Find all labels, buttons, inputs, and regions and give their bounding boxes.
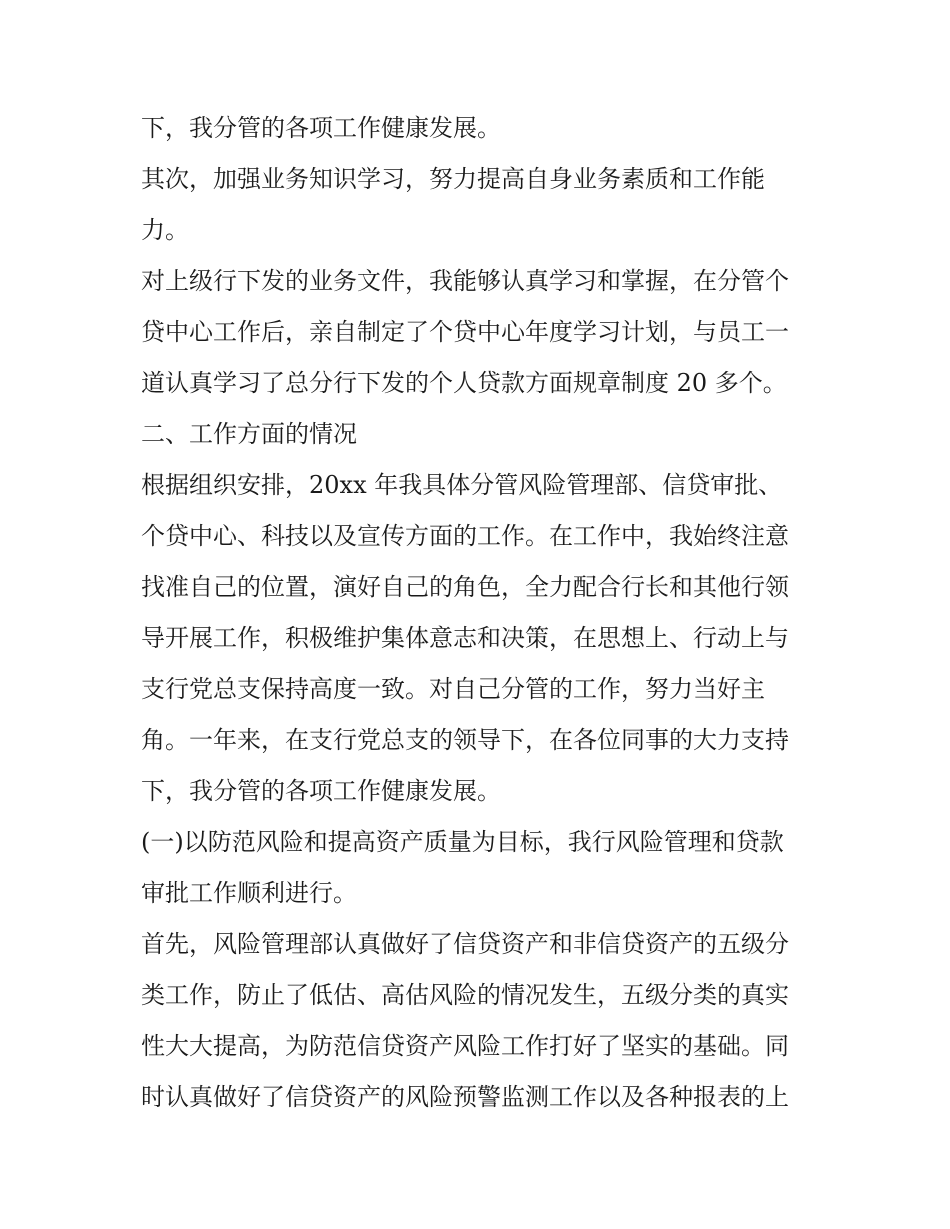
text-line: 下，我分管的各项工作健康发展。 — [141, 114, 501, 142]
text-line: 道认真学习了总分行下发的个人贷款方面规章制度 20 多个。 — [141, 369, 787, 397]
text-line: 首先，风险管理部认真做好了信贷资产和非信贷资产的五级分 — [141, 930, 789, 958]
text-line: 角。一年来，在支行党总支的领导下，在各位同事的大力支持 — [141, 726, 789, 754]
text-line: 根据组织安排，20xx 年我具体分管风险管理部、信贷审批、 — [141, 471, 783, 499]
text-line: 导开展工作，积极维护集体意志和决策，在思想上、行动上与 — [141, 624, 789, 652]
text-line: 支行党总支保持高度一致。对自己分管的工作，努力当好主 — [141, 675, 765, 703]
text-line: 时认真做好了信贷资产的风险预警监测工作以及各种报表的上 — [141, 1083, 789, 1111]
text-line: 类工作，防止了低估、高估风险的情况发生，五级分类的真实 — [141, 981, 789, 1009]
text-line: 对上级行下发的业务文件，我能够认真学习和掌握，在分管个 — [141, 267, 789, 295]
subsection-heading: (一)以防范风险和提高资产质量为目标，我行风险管理和贷款 — [141, 828, 784, 856]
text-line: 找准自己的位置，演好自己的角色，全力配合行长和其他行领 — [141, 573, 789, 601]
text-line: 其次，加强业务知识学习，努力提高自身业务素质和工作能 — [141, 165, 765, 193]
text-line: 下，我分管的各项工作健康发展。 — [141, 777, 501, 805]
text-line: 性大大提高，为防范信贷资产风险工作打好了坚实的基础。同 — [141, 1032, 789, 1060]
text-line: 个贷中心、科技以及宣传方面的工作。在工作中，我始终注意 — [141, 522, 789, 550]
text-line: 贷中心工作后，亲自制定了个贷中心年度学习计划，与员工一 — [141, 318, 789, 346]
section-heading: 二、工作方面的情况 — [141, 420, 357, 448]
text-line: 力。 — [141, 216, 189, 244]
text-line: 审批工作顺利进行。 — [141, 879, 357, 907]
